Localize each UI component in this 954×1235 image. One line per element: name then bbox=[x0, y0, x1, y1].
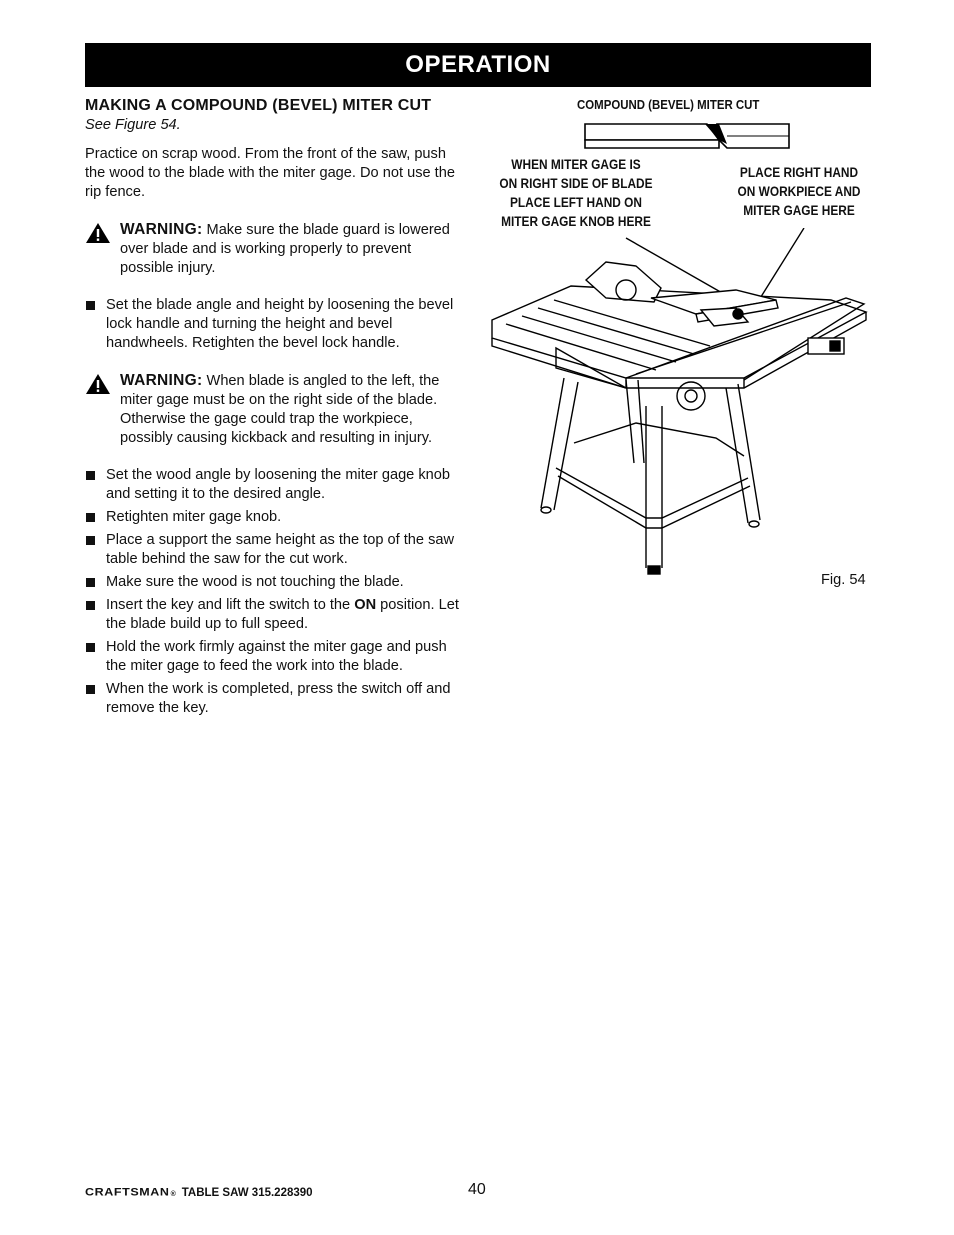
list-item: Make sure the wood is not touching the blade. bbox=[85, 573, 465, 592]
caption-left-hand: WHEN MITER GAGE IS ON RIGHT SIDE OF BLADE PLACE LEFT HAND ON MITER GAGE KNOB HERE bbox=[499, 157, 653, 229]
warning-miter-side bbox=[85, 371, 465, 448]
page-number: 40 bbox=[468, 1181, 486, 1198]
banner-title: OPERATION bbox=[405, 51, 551, 78]
brand-logo: CRAFTSMAN bbox=[85, 1185, 170, 1199]
workpiece-illustration bbox=[577, 118, 797, 158]
section-heading: MAKING A COMPOUND (BEVEL) MITER CUT bbox=[85, 97, 432, 114]
warning-blade-guard bbox=[85, 220, 465, 278]
list-item: Set the wood angle by loosening the miter gage knob and setting it to the desired angle. bbox=[85, 466, 465, 504]
intro-paragraph: Practice on scrap wood. From the front of the saw, push the wood to the blade with the miter gage. Do not use the rip fence. bbox=[85, 146, 455, 200]
model-number: TABLE SAW 315.228390 bbox=[181, 1187, 313, 1199]
warning-icon bbox=[85, 373, 111, 395]
warning-icon bbox=[85, 222, 111, 244]
warning-text: Make sure the blade guard is lowered over blade and is working properly to prevent possible injury. bbox=[120, 222, 450, 276]
registered-mark: ® bbox=[170, 1191, 176, 1198]
warning-text: When blade is angled to the left, the miter gage must be on the right side of the blade. Otherwise the gage could trap the workpiece, possibly causing kickback and resulting in injury. bbox=[120, 373, 440, 446]
list-item: Place a support the same height as the top of the saw table behind the saw for the cut work. bbox=[85, 531, 465, 569]
instructions-column bbox=[85, 96, 465, 736]
list-item-on-switch: Insert the key and lift the switch to the ON position. Let the blade build up to full speed. bbox=[85, 596, 465, 634]
warning-label: WARNING: bbox=[120, 221, 203, 238]
list-item: Hold the work firmly against the miter gage and push the miter gage to feed the work into the blade. bbox=[85, 638, 465, 676]
list-item: Set the blade angle and height by loosening the bevel lock handle and turning the height and bevel handwheels. Retighten the bevel lock handle. bbox=[85, 296, 465, 353]
warning-label: WARNING: bbox=[120, 372, 203, 389]
figure-label: Fig. 54 bbox=[821, 572, 866, 588]
see-figure-note: See Figure 54. bbox=[85, 117, 181, 133]
figure-title: COMPOUND (BEVEL) MITER CUT bbox=[577, 97, 760, 112]
section-banner bbox=[85, 43, 871, 87]
steps-list-a bbox=[85, 296, 465, 353]
list-item: Retighten miter gage knob. bbox=[85, 508, 465, 527]
table-saw-illustration bbox=[486, 228, 876, 588]
list-item: When the work is completed, press the switch off and remove the key. bbox=[85, 680, 465, 718]
page-footer bbox=[85, 1185, 313, 1199]
caption-right-hand: PLACE RIGHT HAND ON WORKPIECE AND MITER GAGE HERE bbox=[737, 165, 861, 218]
steps-list-b bbox=[85, 466, 465, 718]
